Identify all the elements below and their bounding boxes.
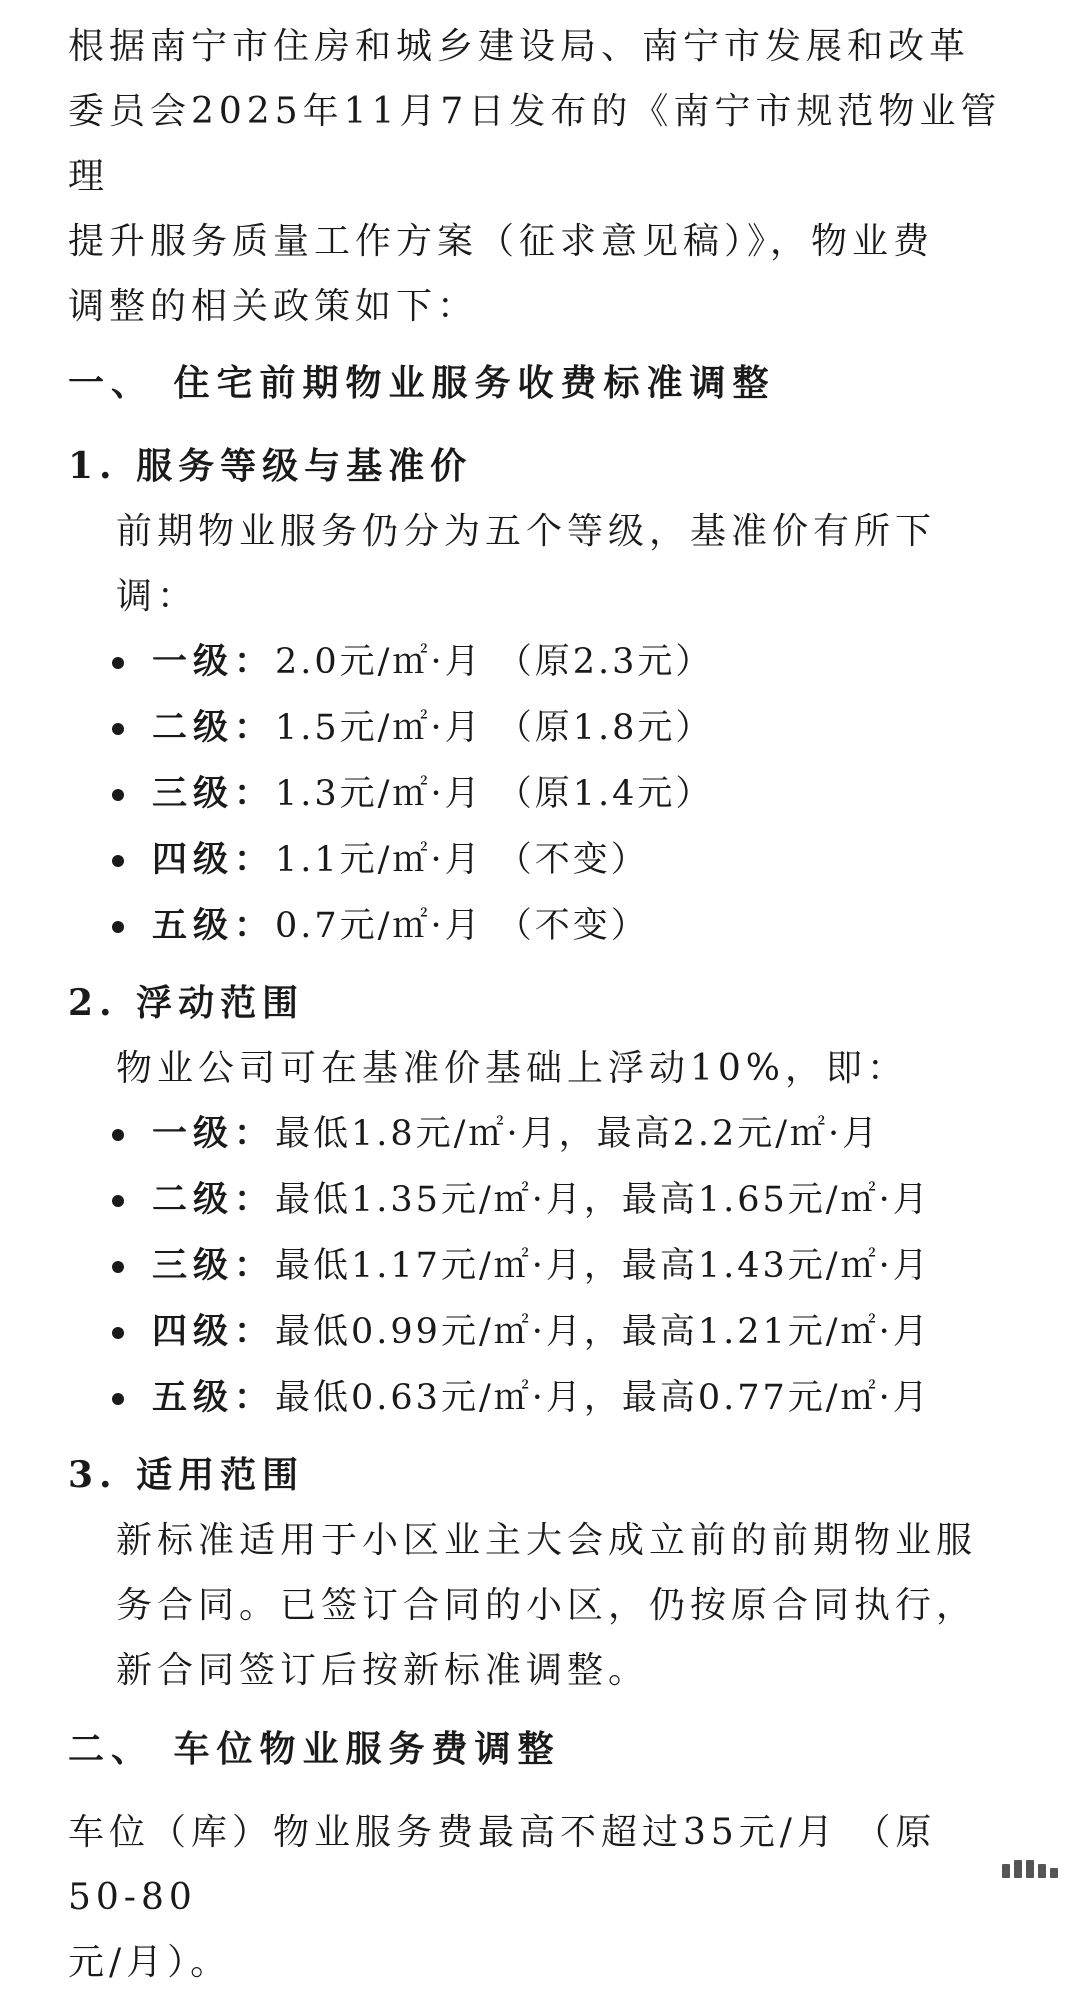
weibo-like-bars-icon xyxy=(1002,1860,1058,1878)
bullet-icon xyxy=(112,1129,124,1141)
section-2-desc: 车位（库）物业服务费最高不超过35元/月 （原50-80 xyxy=(68,1812,937,1918)
price-text: 0.7元/㎡·月 （不变） xyxy=(275,906,649,946)
range-text: 最低1.8元/㎡·月，最高2.2元/㎡·月 xyxy=(275,1114,881,1154)
range-text: 最低1.17元/㎡·月，最高1.43元/㎡·月 xyxy=(275,1246,931,1286)
intro-line: 调整的相关政策如下： xyxy=(68,286,479,327)
section-2-heading: 二、 车位物业服务费调整 xyxy=(68,1728,561,1770)
bullet-icon xyxy=(112,789,124,801)
level-label: 三级： xyxy=(152,773,276,814)
section-2-desc: 元/月）。 xyxy=(68,1942,232,1983)
level-label: 一级： xyxy=(152,641,276,682)
price-text: 1.3元/㎡·月 （原1.4元） xyxy=(275,774,714,814)
subsection-2-heading: 2. 浮动范围 xyxy=(68,982,305,1024)
price-text: 1.5元/㎡·月 （原1.8元） xyxy=(275,708,714,748)
range-text: 最低1.35元/㎡·月，最高1.65元/㎡·月 xyxy=(275,1180,931,1220)
level-label: 四级： xyxy=(152,1311,276,1352)
bullet-icon xyxy=(112,657,124,669)
level-label: 一级： xyxy=(152,1113,276,1154)
subsection-1-desc: 调： xyxy=(116,576,199,617)
subsection-1-desc: 前期物业服务仍分为五个等级，基准价有所下 xyxy=(116,511,937,552)
bullet-icon xyxy=(112,855,124,867)
level-label: 五级： xyxy=(152,905,276,946)
intro-line: 委员会2025年11月7日发布的《南宁市规范物业管理 xyxy=(68,91,1002,197)
intro-line: 提升服务质量工作方案（征求意见稿）》，物业费 xyxy=(68,221,935,262)
bullet-icon xyxy=(112,1393,124,1405)
subsection-3-heading: 3. 适用范围 xyxy=(68,1454,305,1496)
bullet-icon xyxy=(112,1261,124,1273)
bullet-icon xyxy=(112,1327,124,1339)
list-item xyxy=(112,1167,1002,1233)
subsection-3-desc: 新合同签订后按新标准调整。 xyxy=(116,1650,650,1691)
list-item xyxy=(112,1101,1002,1167)
level-label: 四级： xyxy=(152,839,276,880)
level-label: 二级： xyxy=(152,707,276,748)
list-item xyxy=(112,893,1002,959)
list-item xyxy=(112,1233,1002,1299)
list-item xyxy=(112,1365,1002,1431)
bullet-icon xyxy=(112,921,124,933)
subsection-1-heading: 1. 服务等级与基准价 xyxy=(68,445,473,487)
subsection-2-desc: 物业公司可在基准价基础上浮动10%，即： xyxy=(116,1048,909,1089)
level-label: 五级： xyxy=(152,1377,276,1418)
list-item xyxy=(112,827,1002,893)
section-1-heading: 一、 住宅前期物业服务收费标准调整 xyxy=(68,362,776,404)
list-item xyxy=(112,1299,1002,1365)
level-label: 三级： xyxy=(152,1245,276,1286)
subsection-3-desc: 务合同。已签订合同的小区，仍按原合同执行， xyxy=(116,1585,978,1626)
range-text: 最低0.99元/㎡·月，最高1.21元/㎡·月 xyxy=(275,1312,931,1352)
level-label: 二级： xyxy=(152,1179,276,1220)
list-item xyxy=(112,629,1002,695)
price-text: 2.0元/㎡·月 （原2.3元） xyxy=(275,642,714,682)
list-item xyxy=(112,761,1002,827)
range-text: 最低0.63元/㎡·月，最高0.77元/㎡·月 xyxy=(275,1378,931,1418)
list-item xyxy=(112,695,1002,761)
price-text: 1.1元/㎡·月 （不变） xyxy=(275,840,649,880)
base-price-list xyxy=(68,629,1002,959)
bullet-icon xyxy=(112,1195,124,1207)
intro-line: 根据南宁市住房和城乡建设局、南宁市发展和改革 xyxy=(68,26,971,67)
intro-paragraph xyxy=(68,14,1002,339)
bullet-icon xyxy=(112,723,124,735)
subsection-3-desc: 新标准适用于小区业主大会成立前的前期物业服 xyxy=(116,1520,978,1561)
float-range-list xyxy=(68,1101,1002,1431)
